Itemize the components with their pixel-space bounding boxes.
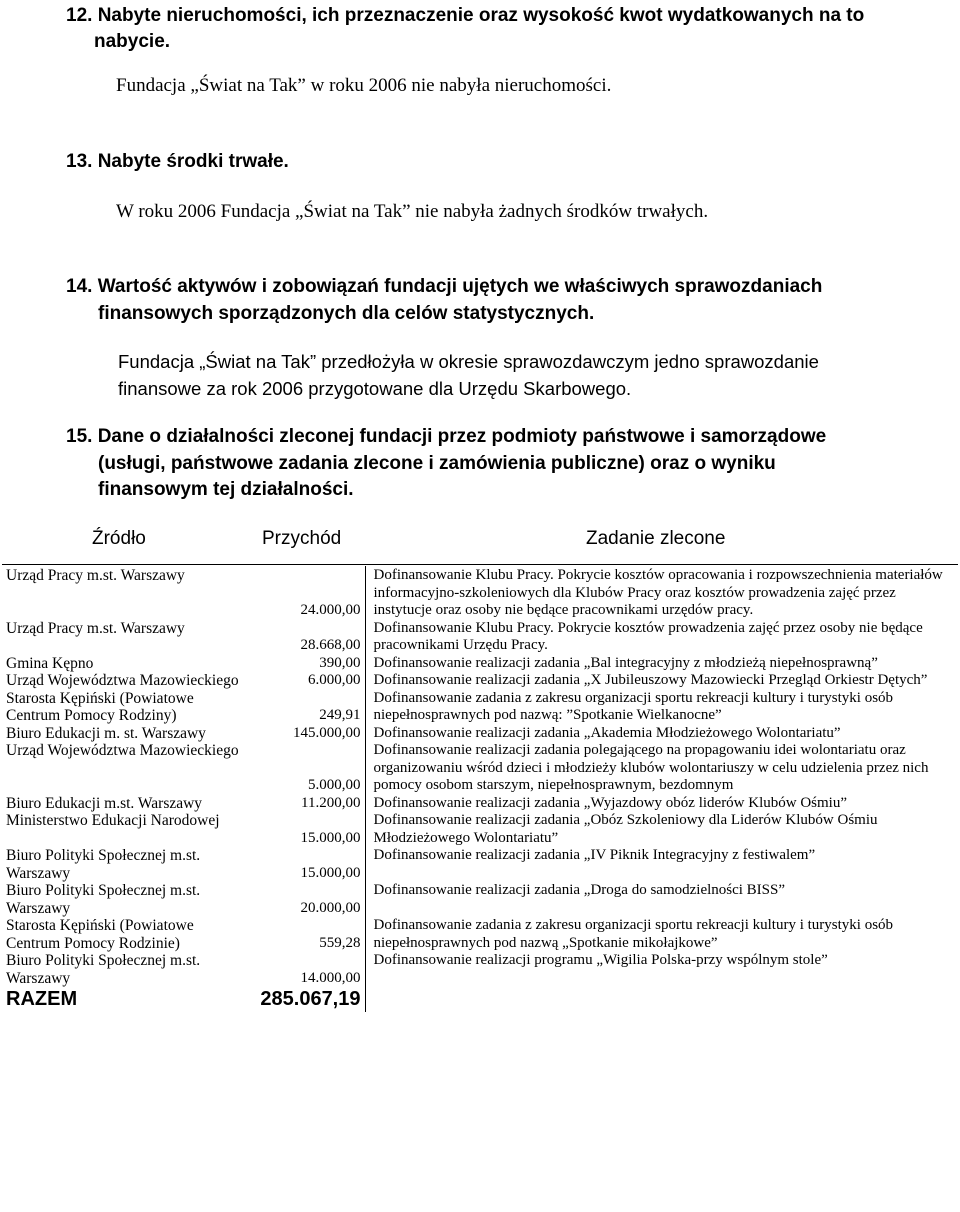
amount-cell: 249,91	[245, 690, 365, 725]
total-amount: 285.067,19	[245, 987, 365, 1012]
total-task-empty	[365, 987, 956, 1012]
section-14-heading-cont: finansowych sporządzonych dla celów statystycznych.	[98, 303, 595, 324]
task-cell: Dofinansowanie realizacji zadania „IV Piknik Integracyjny z festiwalem”	[373, 847, 816, 863]
table-top-rule	[2, 564, 958, 565]
source-cell: Starosta Kępiński (Powiatowe Centrum Pomocy Rodzinie)	[6, 917, 194, 952]
section-15-heading-cont1: (usługi, państwowe zadania zlecone i zamówienia publiczne) oraz o wyniku	[98, 453, 776, 474]
task-cell: Dofinansowanie realizacji zadania „Bal integracyjny z młodzieżą niepełnosprawną”	[373, 654, 878, 671]
source-cell: Biuro Polityki Społecznej m.st. Warszawy	[6, 882, 201, 917]
source-cell: Ministerstwo Edukacji Narodowej	[6, 812, 220, 829]
table-row	[2, 672, 956, 690]
section-14-text-line1: Fundacja „Świat na Tak” przedłożyła w okresie sprawozdawczym jedno sprawozdanie	[118, 351, 819, 372]
task-cell: Dofinansowanie zadania z zakresu organizacji sportu rekreacji kultury i turystyki osób niepełnosprawnych pod nazwą „Spotkanie mikołajkowe”	[373, 917, 894, 951]
task-cell: Dofinansowanie realizacji zadania „Wyjazdowy obóz liderów Klubów Ośmiu”	[373, 794, 848, 811]
table-row	[2, 882, 956, 917]
source-cell: Gmina Kępno	[6, 654, 94, 672]
total-row	[2, 987, 956, 1012]
section-13-heading: 13. Nabyte środki trwałe.	[66, 151, 289, 172]
section-12-text: Fundacja „Świat na Tak” w roku 2006 nie nabyła nieruchomości.	[116, 75, 612, 96]
section-15-heading: 15. Dane o działalności zleconej fundacji przez podmioty państwowe i samorządowe	[66, 426, 827, 447]
amount-cell: 14.000,00	[245, 952, 365, 987]
task-cell: Dofinansowanie Klubu Pracy. Pokrycie kosztów opracowania i rozpowszechnienia materiałów informacyjno-szkoleniowych dla Klubów Pracy oraz kosztów prowadzenia zajęć przez instytucje oraz osoby nie będące pracownikami urzędów pracy.	[373, 567, 943, 618]
task-cell: Dofinansowanie realizacji zadania „Droga do samodzielności BISS”	[373, 882, 786, 898]
amount-cell: 5.000,00	[245, 742, 365, 795]
section-12-heading: 12. Nabyte nieruchomości, ich przeznaczenie oraz wysokość kwot wydatkowanych na to	[66, 5, 865, 26]
source-cell: Biuro Edukacji m.st. Warszawy	[6, 794, 203, 812]
amount-cell: 28.668,00	[245, 620, 365, 655]
source-cell: Biuro Polityki Społecznej m.st. Warszawy	[6, 952, 201, 987]
source-cell: Urząd Województwa Mazowieckiego	[6, 742, 239, 759]
section-12-heading-cont: nabycie.	[94, 31, 171, 52]
source-cell: Biuro Polityki Społecznej m.st. Warszawy	[6, 847, 201, 882]
table-row	[2, 655, 956, 673]
column-header-source: Źródło	[92, 528, 146, 549]
amount-cell: 24.000,00	[245, 566, 365, 620]
source-cell: Urząd Pracy m.st. Warszawy	[6, 619, 185, 637]
task-cell: Dofinansowanie realizacji programu „Wigilia Polska-przy wspólnym stole”	[373, 952, 828, 968]
amount-cell: 559,28	[245, 917, 365, 952]
amount-cell: 6.000,00	[245, 672, 365, 690]
commissioned-tasks-table	[2, 566, 956, 1012]
table-row	[2, 620, 956, 655]
column-header-income: Przychód	[262, 528, 342, 549]
section-15-heading-cont2: finansowym tej działalności.	[98, 479, 354, 500]
table-row	[2, 952, 956, 987]
section-13-text: W roku 2006 Fundacja „Świat na Tak” nie nabyła żadnych środków trwałych.	[116, 201, 709, 222]
total-label: RAZEM	[6, 988, 78, 1010]
amount-cell: 15.000,00	[245, 847, 365, 882]
source-cell: Biuro Edukacji m. st. Warszawy	[6, 724, 206, 742]
task-cell: Dofinansowanie realizacji zadania „Obóz Szkoleniowy dla Liderów Klubów Ośmiu Młodzieżowego Wolontariatu”	[373, 812, 878, 846]
task-cell: Dofinansowanie zadania z zakresu organizacji sportu rekreacji kultury i turystyki osób niepełnosprawnych pod nazwą: ”Spotkanie Wielkanocne”	[373, 689, 894, 723]
table-row	[2, 812, 956, 847]
table-row	[2, 847, 956, 882]
source-cell: Starosta Kępiński (Powiatowe Centrum Pomocy Rodziny)	[6, 689, 194, 724]
table-row	[2, 690, 956, 725]
table-row	[2, 742, 956, 795]
section-14-text-line2: finansowe za rok 2006 przygotowane dla Urzędu Skarbowego.	[118, 378, 632, 399]
amount-cell: 11.200,00	[245, 795, 365, 813]
amount-cell: 20.000,00	[245, 882, 365, 917]
amount-cell: 390,00	[245, 655, 365, 673]
table-row	[2, 725, 956, 743]
source-cell: Urząd Województwa Mazowieckiego	[6, 672, 239, 689]
column-header-task: Zadanie zlecone	[586, 528, 726, 549]
amount-cell: 145.000,00	[245, 725, 365, 743]
task-cell: Dofinansowanie Klubu Pracy. Pokrycie kosztów prowadzenia zajęć przez osoby nie będące pracownikami Urzędu Pracy.	[373, 619, 923, 653]
table-row	[2, 566, 956, 620]
table-row	[2, 917, 956, 952]
task-cell: Dofinansowanie realizacji zadania „Akademia Młodzieżowego Wolontariatu”	[373, 724, 841, 741]
task-cell: Dofinansowanie realizacji zadania polegającego na propagowaniu idei wolontariatu oraz organizowaniu wśród dzieci i młodzieży klubów wolontariuszy w celu udzielenia przez nich pomocy osobom starszym, niepełnosprawnym, bezdomnym	[373, 742, 929, 793]
table-row	[2, 795, 956, 813]
source-cell: Urząd Pracy m.st. Warszawy	[6, 567, 185, 584]
amount-cell: 15.000,00	[245, 812, 365, 847]
task-cell: Dofinansowanie realizacji zadania „X Jubileuszowy Mazowiecki Przegląd Orkiestr Dętych”	[373, 672, 928, 688]
section-14-heading: 14. Wartość aktywów i zobowiązań fundacji ujętych we właściwych sprawozdaniach	[66, 276, 823, 297]
